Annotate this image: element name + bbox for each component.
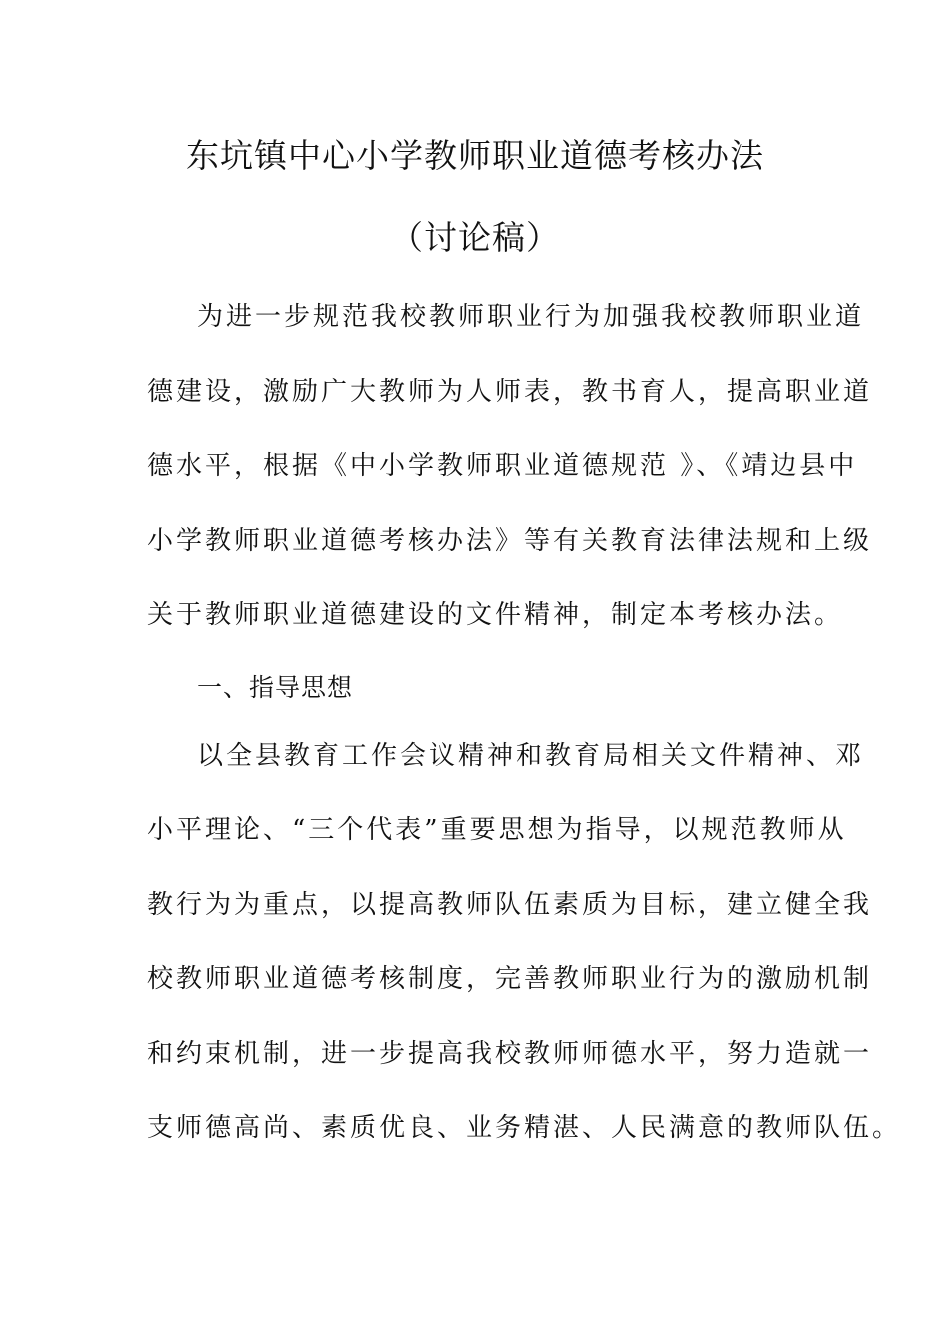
document-title: 东坑镇中心小学教师职业道德考核办法: [186, 136, 764, 175]
paragraph-line: 支师德高尚、素质优良、业务精湛、人民满意的教师队伍。: [147, 1113, 902, 1143]
paragraph-line: 以全县教育工作会议精神和教育局相关文件精神、邓: [197, 740, 865, 771]
paragraph-line: 校教师职业道德考核制度，完善教师职业行为的激励机制: [147, 964, 873, 994]
document-body: [147, 293, 902, 1179]
paragraph-line: 德建设，激励广大教师为人师表，教书育人，提高职业道: [147, 376, 873, 407]
section-heading: 一、指导思想: [197, 672, 354, 702]
paragraph-line: 为进一步规范我校教师职业行为加强我校教师职业道: [197, 302, 865, 332]
paragraph-line: 教行为为重点，以提高教师队伍素质为目标，建立健全我: [147, 889, 873, 920]
paragraph-line: 小学教师职业道德考核办法》等有关教育法律法规和上级: [147, 525, 873, 556]
paragraph-line: 关于教师职业道德建设的文件精神，制定本考核办法。: [147, 600, 844, 630]
paragraph-line: 和约束机制，进一步提高我校教师师德水平，努力造就一: [147, 1038, 873, 1069]
document-subtitle: （讨论稿）: [390, 218, 560, 257]
paragraph-line: 德水平，根据《中小学教师职业道德规范 》、《靖边县中: [147, 451, 858, 481]
paragraph-line: 小平理论、“三个代表”重要思想为指导，以规范教师从: [147, 815, 847, 845]
